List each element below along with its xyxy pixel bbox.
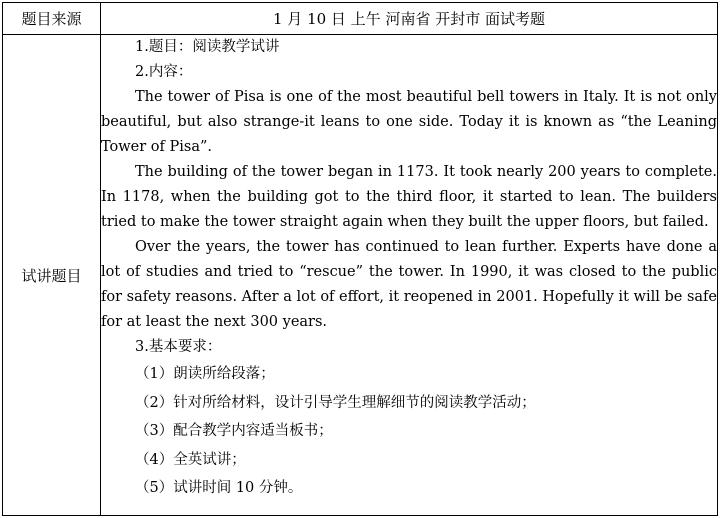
requirement-item-2: （2）针对所给材料，设计引导学生理解细节的阅读教学活动；: [135, 394, 536, 411]
question-title: 1.题目：阅读教学试讲: [135, 39, 280, 55]
source-value: 1 月 10 日 上午 河南省 开封市 面试考题: [101, 3, 718, 35]
requirement-item-3: （3）配合教学内容适当板书；: [135, 423, 333, 439]
passage-paragraph-3: Over the years, the tower has continued to lean further. Experts have done a lot of studies and tried to “rescue” the tower. In 1990, it was closed to the public for safety reasons. After a lot of effort, it reopened in 2001. Hopefully it will be safe for at least the next 300 years.: [101, 239, 717, 330]
passage-paragraph-1: The tower of Pisa is one of the most beautiful bell towers in Italy. It is not only beautiful, but also strange-it leans to one side. Today it is known as “the Leaning Tower of Pisa”.: [101, 89, 717, 155]
topic-label: 试讲题目: [3, 35, 101, 516]
requirement-item-5: （5）试讲时间 10 分钟。: [135, 480, 303, 496]
exam-question-table: [2, 2, 718, 516]
requirement-item-4: （4）全英试讲；: [135, 451, 246, 468]
source-label: 题目来源: [3, 3, 101, 35]
passage-paragraph-2: The building of the tower began in 1173. It took nearly 200 years to complete. In 1178, when the building got to the third floor, it started to lean. The builders tried to make the tower straight again when they built the upper floors, but failed.: [101, 164, 717, 230]
requirement-item-1: （1）朗读所给段落；: [135, 366, 275, 382]
source-row: [3, 3, 718, 35]
topic-row: [3, 35, 718, 516]
content-heading: 2.内容：: [135, 64, 193, 80]
topic-content: [101, 35, 718, 516]
requirements-heading: 3.基本要求：: [135, 339, 222, 355]
